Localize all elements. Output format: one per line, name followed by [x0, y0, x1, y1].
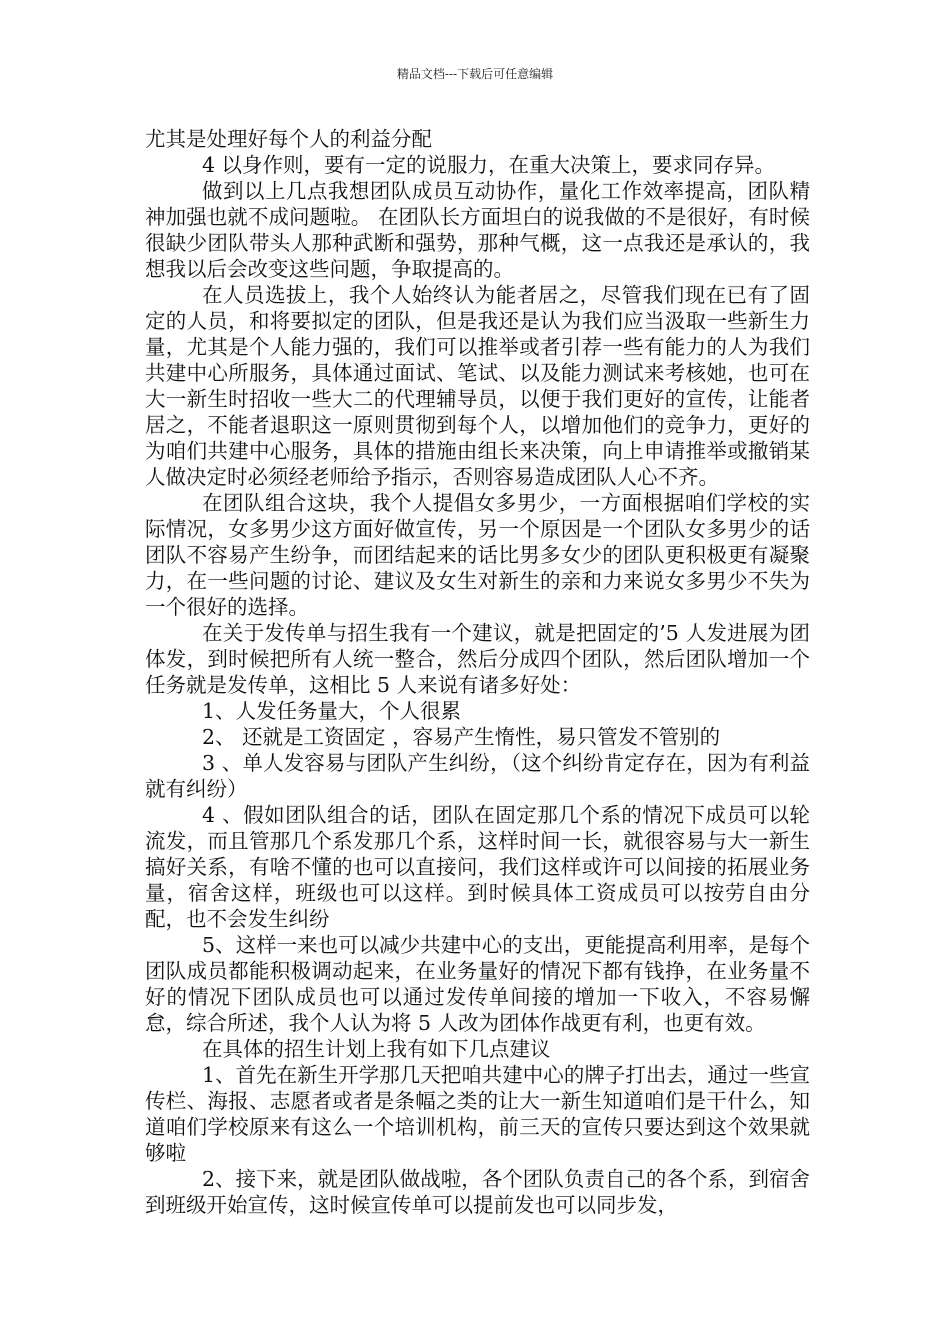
- list-item: 2、 还就是工资固定 ，容易产生惰性，易只管发不管别的: [202, 725, 721, 749]
- list-item: 2、接下来，就是团队做战啦，各个团队负责自己的各个系，到宿舍到班级开始宣传，这时候宣传单可以提前发也可以同步发，: [145, 1167, 810, 1217]
- list-item: 1、首先在新生开学那几天把咱共建中心的牌子打出去，通过一些宣传栏、海报、志愿者或者是条幅之类的让大一新生知道咱们是干什么，知道咱们学校原来有这么一个培训机构，前三天的宣传只要达到这个效果就够啦: [145, 1063, 810, 1165]
- paragraph: 在具体的招生计划上我有如下几点建议: [202, 1037, 551, 1061]
- paragraph: 尤其是处理好每个人的利益分配: [145, 127, 432, 151]
- list-item: 3 、单人发容易与团队产生纠纷，（这个纠纷肯定存在，因为有利益就有纠纷）: [145, 751, 810, 801]
- document-body: [145, 126, 810, 1218]
- paragraph: 4 以身作则，要有一定的说服力，在重大决策上，要求同存异。: [202, 153, 776, 177]
- list-item: 4 、假如团队组合的话，团队在固定那几个系的情况下成员可以轮流发，而且管那几个系发那几个系，这样时间一长，就很容易与大一新生搞好关系，有啥不懂的也可以直接问，我们这样或许可以间接的拓展业务量，宿舍这样，班级也可以这样。到时候具体工资成员可以按劳自由分配，也不会发生纠纷: [145, 803, 810, 931]
- paragraph: 做到以上几点我想团队成员互动协作，量化工作效率提高，团队精神加强也就不成问题啦。 在团队长方面坦白的说我做的不是很好，有时候很缺少团队带头人那种武断和强势，那种气概，这一点我还是承认的，我想我以后会改变这些问题，争取提高的。: [145, 179, 810, 281]
- list-item: 1、人发任务量大，个人很累: [202, 699, 462, 723]
- paragraph: 在团队组合这块，我个人提倡女多男少，一方面根据咱们学校的实际情况，女多男少这方面好做宣传，另一个原因是一个团队女多男少的话团队不容易产生纷争，而团结起来的话比男多女少的团队更积极更有凝聚力，在一些问题的讨论、建议及女生对新生的亲和力来说女多男少不失为一个很好的选择。: [145, 491, 810, 619]
- paragraph: 在关于发传单与招生我有一个建议，就是把固定的’5 人发进展为团体发，到时候把所有人统一整合，然后分成四个团队，然后团队增加一个任务就是发传单，这相比 5 人来说有诸多好处：: [145, 621, 810, 697]
- page-header: 精品文档---下载后可任意编辑: [396, 67, 554, 81]
- list-item: 5、这样一来也可以减少共建中心的支出，更能提高利用率，是每个团队成员都能积极调动起来，在业务量好的情况下都有钱挣，在业务量不好的情况下团队成员也可以通过发传单间接的增加一下收入，不容易懈怠，综合所述，我个人认为将 5 人改为团体作战更有利，也更有效。: [145, 933, 810, 1035]
- paragraph: 在人员选拔上，我个人始终认为能者居之，尽管我们现在已有了固定的人员，和将要拟定的团队，但是我还是认为我们应当汲取一些新生力量，尤其是个人能力强的，我们可以推举或者引荐一些有能力的人为我们共建中心所服务，具体通过面试、笔试、以及能力测试来考核她，也可在大一新生时招收一些大二的代理辅导员，以便于我们更好的宣传，让能者居之，不能者退职这一原则贯彻到每个人，以增加他们的竞争力，更好的为咱们共建中心服务，具体的措施由组长来决策，向上申请推举或撤销某人做决定时必须经老师给予指示，否则容易造成团队人心不齐。: [145, 283, 810, 489]
